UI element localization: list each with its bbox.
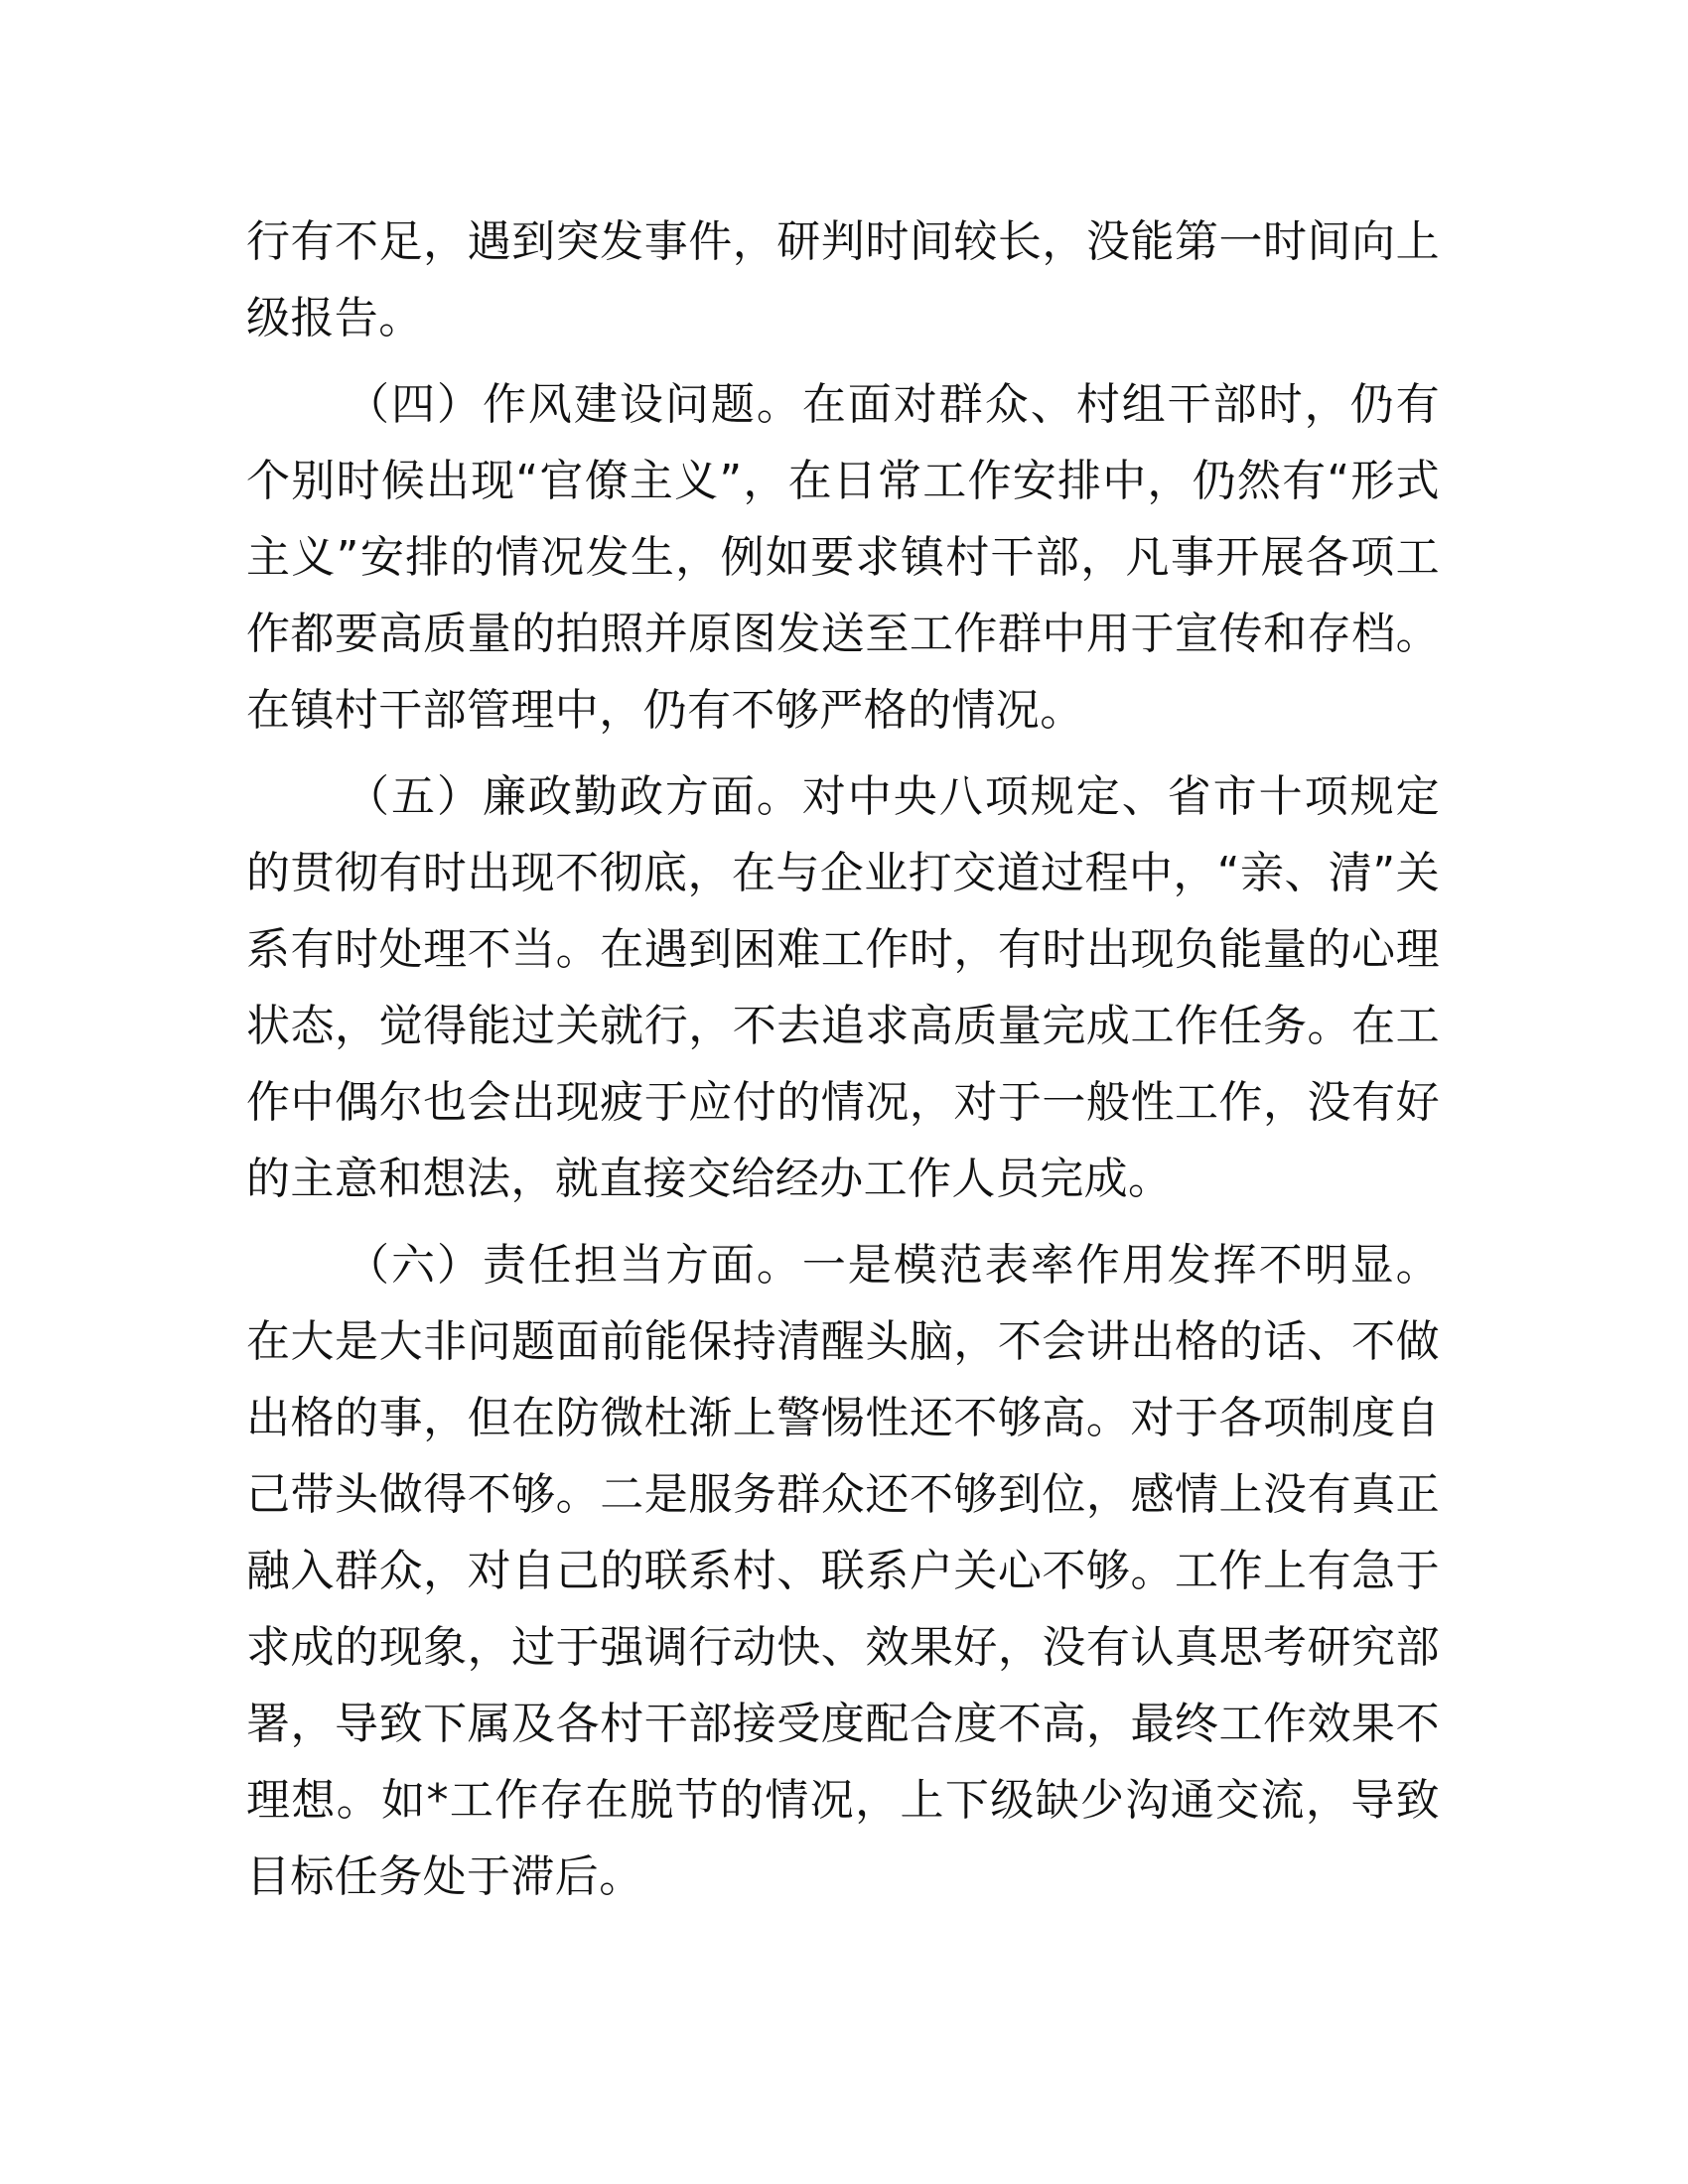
text-line: （五）廉政勤政方面。对中央八项规定、省市十项规定的 (246, 771, 1440, 898)
document-page (246, 204, 1440, 1915)
text-line: 目标任务处于滞后。 (246, 1851, 643, 1902)
text-line: 成的现象，过于强调行动快、效果好，没有认真思考研究部 (290, 1622, 1440, 1673)
paragraph-section-5 (246, 758, 1440, 1217)
text-line: 带头做得不够。二是服务群众还不够到位，感情上没有真正融 (246, 1469, 1440, 1596)
text-line: 行有不足，遇到突发事件，研判时间较长，没能第一时间向上 (246, 216, 1440, 267)
text-line: 镇村干部管理中，仍有不够严格的情况。 (290, 685, 1084, 736)
text-line: 贯彻有时出现不彻底，在与企业打交道过程中，“亲、清”关 (290, 848, 1440, 898)
text-line: 义”安排的情况发生，例如要求镇村干部，凡事开展各项工作 (246, 532, 1440, 659)
text-line: 都要高质量的拍照并原图发送至工作群中用于宣传和存档。在 (246, 609, 1440, 736)
text-line: 的主意和想法，就直接交给经办工作人员完成。 (246, 1154, 1173, 1204)
text-line: 格的事，但在防微杜渐上警惕性还不够高。对于各项制度自己 (246, 1393, 1440, 1520)
text-line: 系有时处理不当。在遇到困难工作时，有时出现负能量的心理 (246, 924, 1440, 975)
text-line: 级报告。 (246, 293, 423, 343)
text-line: （四）作风建设问题。在面对群众、村组干部时，仍有个 (246, 379, 1440, 506)
text-line: 理想。如*工作存在脱节的情况，上下级缺少沟通交流，导致 (246, 1775, 1440, 1826)
text-line: 状态，觉得能过关就行，不去追求高质量完成工作任务。在工 (246, 1001, 1440, 1051)
text-line: 大是大非问题面前能保持清醒头脑，不会讲出格的话、不做出 (246, 1316, 1440, 1443)
paragraph-continuation (246, 204, 1440, 356)
paragraph-section-6 (246, 1227, 1440, 1915)
text-line: 作中偶尔也会出现疲于应付的情况，对于一般性工作，没有好 (246, 1077, 1440, 1128)
text-line: 别时候出现“官僚主义”，在日常工作安排中，仍然有“形式主 (246, 456, 1440, 583)
paragraph-section-4 (246, 366, 1440, 749)
text-line: （六）责任担当方面。一是模范表率作用发挥不明显。在 (246, 1240, 1440, 1367)
text-line: 入群众，对自己的联系村、联系户关心不够。工作上有急于求 (246, 1546, 1440, 1673)
text-line: 署，导致下属及各村干部接受度配合度不高，最终工作效果不 (246, 1699, 1440, 1749)
